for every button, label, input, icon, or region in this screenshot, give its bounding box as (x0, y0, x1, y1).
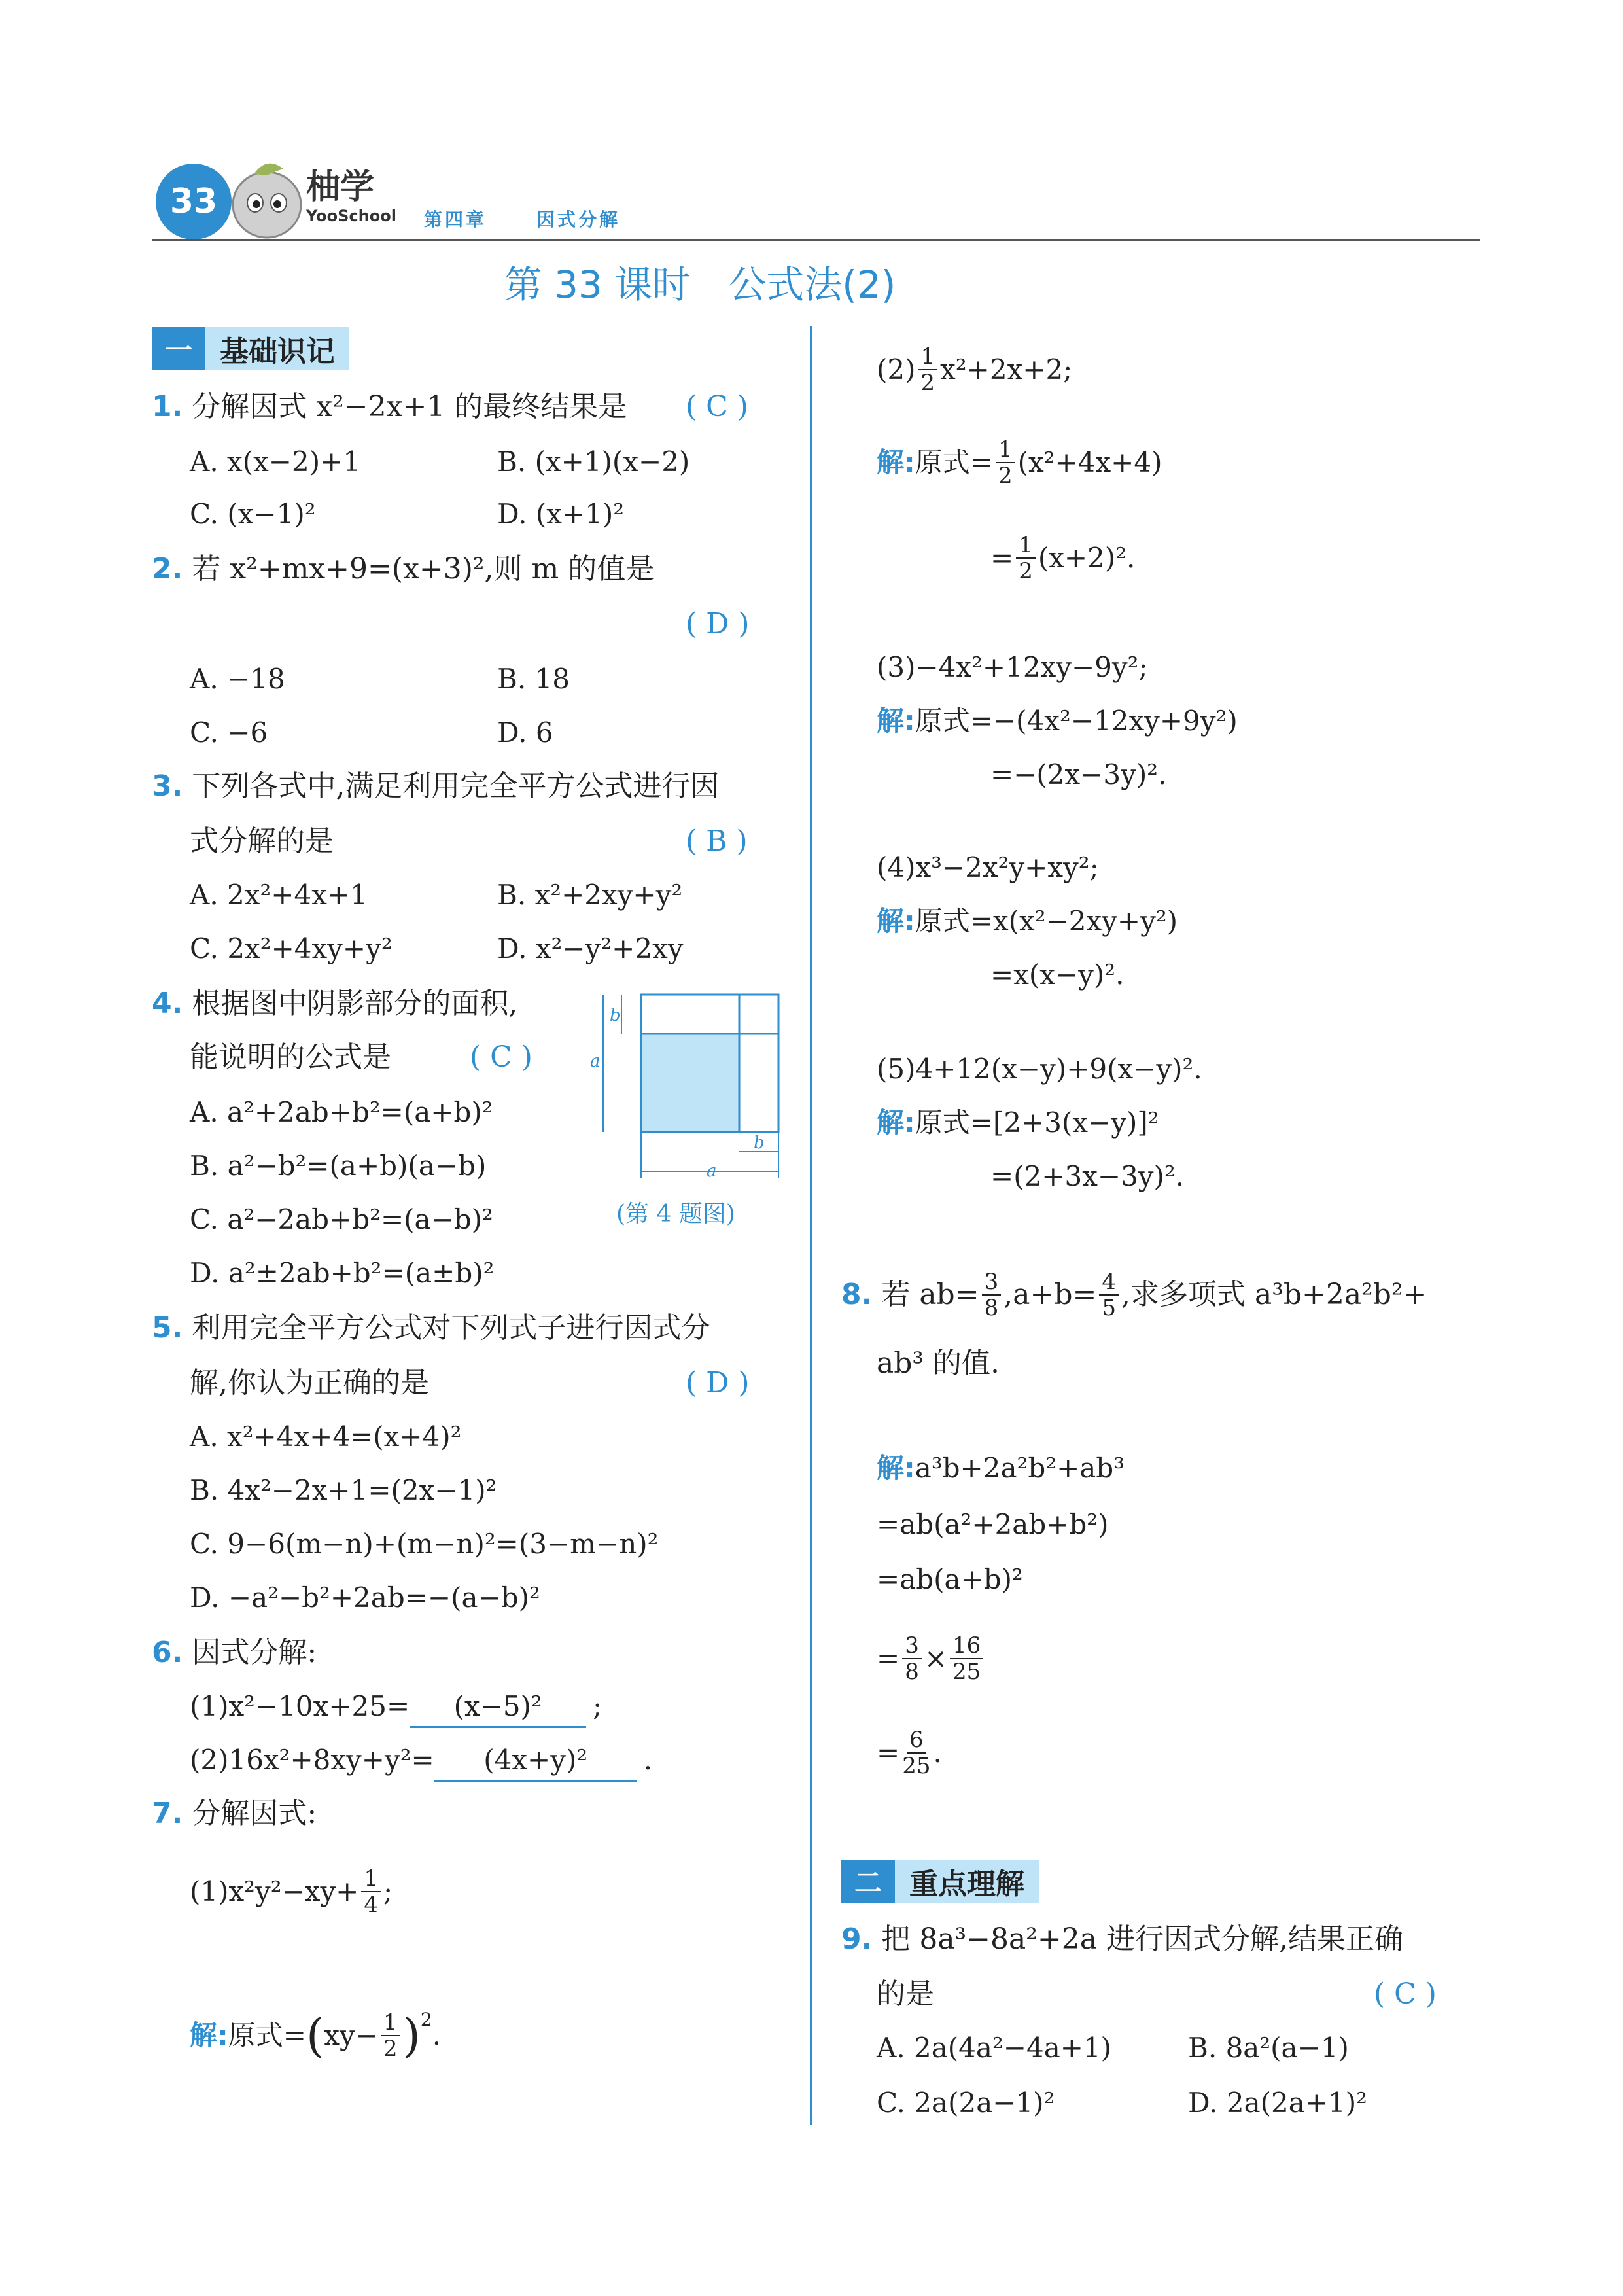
lesson-title: 第 33 课时 公式法(2) (504, 262, 896, 307)
q3-option-a: A. 2x²+4x+1 (190, 879, 368, 911)
section-header-key: 二 重点理解 (841, 1860, 1039, 1903)
answer-3: ( B ) (686, 824, 748, 858)
brand-logo: 柚学 YooSchool (306, 168, 396, 225)
q1-option-b: B. (x+1)(x−2) (497, 446, 690, 478)
q7-part-4-solution-1: 解:原式=x(x²−2xy+y²) (877, 905, 1178, 937)
column-divider (810, 326, 812, 2125)
q1-option-d: D. (x+1)² (497, 498, 625, 530)
q7-part-4-solution-2: =x(x−y)². (990, 959, 1125, 991)
q2-option-c: C. −6 (190, 716, 268, 749)
q4-label-b-bottom: b (754, 1133, 765, 1153)
question-5: 5. 利用完全平方公式对下列式子进行因式分 (152, 1311, 710, 1345)
q8-solution-3: =ab(a+b)² (877, 1563, 1023, 1595)
q4-figure (589, 981, 798, 1191)
q9-option-c: C. 2a(2a−1)² (877, 2087, 1055, 2119)
answer-5: ( D ) (686, 1366, 750, 1400)
mascot-icon (228, 156, 306, 241)
question-7: 7. 分解因式: (152, 1797, 317, 1830)
question-1: 1. 分解因式 x²−2x+1 的最终结果是 (152, 390, 627, 423)
q3-option-d: D. x²−y²+2xy (497, 932, 684, 964)
q3-option-b: B. x²+2xy+y² (497, 879, 683, 911)
q4-option-a: A. a²+2ab+b²=(a+b)² (190, 1096, 493, 1128)
q8-solution-4: = $\frac{3}{8}$ × $\frac{16}{25}$ (877, 1633, 986, 1684)
q8-solution-5: = $\frac{6}{25}$ . (877, 1727, 942, 1779)
q8-solution-2: =ab(a²+2ab+b²) (877, 1508, 1109, 1540)
q6-part-1: (1)x²−10x+25= (x−5)² ; (190, 1687, 602, 1728)
q2-option-b: B. 18 (497, 663, 570, 695)
q6-part-2: (2)16x²+8xy+y²= (4x+y)² . (190, 1740, 652, 1782)
q4-option-c: C. a²−2ab+b²=(a−b)² (190, 1203, 493, 1235)
question-8: 8. 若 ab= $\frac{3}{8}$ ,a+b= $\frac{4}{5}$ ,求多项式 a³b+2a²b²+ (841, 1269, 1427, 1321)
q7-part-3-solution-2: =−(2x−3y)². (990, 758, 1167, 790)
q4-label-a-bottom: a (707, 1161, 717, 1181)
page-header (152, 156, 1480, 247)
q4-option-b: B. a²−b²=(a+b)(a−b) (190, 1150, 487, 1182)
q7-part-4: (4)x³−2x²y+xy²; (877, 851, 1099, 883)
q7-part-2-solution-2: = $\frac{1}{2}$ (x+2)². (990, 532, 1136, 584)
page-number-badge: 33 (156, 164, 232, 239)
q8-solution-1: 解:a³b+2a²b²+ab³ (877, 1452, 1125, 1484)
q5-option-d: D. −a²−b²+2ab=−(a−b)² (190, 1581, 540, 1614)
section-label: 因式分解 (536, 209, 621, 230)
q2-option-d: D. 6 (497, 716, 553, 749)
question-4-cont: 能说明的公式是 (190, 1040, 391, 1074)
q4-label-b-left: b (610, 1006, 621, 1025)
q5-option-b: B. 4x²−2x+1=(2x−1)² (190, 1474, 497, 1506)
question-8-cont: ab³ 的值. (877, 1347, 1000, 1380)
question-9-cont: 的是 (877, 1977, 934, 2011)
q5-option-c: C. 9−6(m−n)+(m−n)²=(3−m−n)² (190, 1528, 659, 1560)
q7-part-2: (2) 1 2 x²+2x+2; (877, 344, 1073, 396)
question-9: 9. 把 8a³−8a²+2a 进行因式分解,结果正确 (841, 1922, 1403, 1956)
q7-part-2-solution-1: 解: 原式= $\frac{1}{2}$ (x²+4x+4) (877, 436, 1162, 489)
q7-part-3-solution-1: 解:原式=−(4x²−12xy+9y²) (877, 705, 1238, 737)
q7-part-3: (3)−4x²+12xy−9y²; (877, 651, 1148, 683)
question-3: 3. 下列各式中,满足利用完全平方公式进行因 (152, 769, 720, 803)
question-6: 6. 因式分解: (152, 1636, 317, 1669)
q5-option-a: A. x²+4x+4=(x+4)² (190, 1421, 462, 1453)
q3-option-c: C. 2x²+4xy+y² (190, 932, 393, 964)
q7-part-5: (5)4+12(x−y)+9(x−y)². (877, 1053, 1202, 1085)
q1-option-a: A. x(x−2)+1 (190, 446, 361, 478)
answer-1: ( C ) (686, 390, 748, 423)
question-2: 2. 若 x²+mx+9=(x+3)²,则 m 的值是 (152, 552, 655, 586)
q9-option-b: B. 8a²(a−1) (1188, 2032, 1349, 2064)
question-5-cont: 解,你认为正确的是 (190, 1366, 429, 1400)
q7-part-5-solution-2: =(2+3x−3y)². (990, 1160, 1185, 1192)
question-3-cont: 式分解的是 (190, 824, 334, 858)
q7-part-1: (1)x²y²−xy+ $\frac{1}{4}$ ; (190, 1865, 393, 1918)
q7-part-5-solution-1: 解:原式=[2+3(x−y)]² (877, 1106, 1159, 1139)
chapter-label: 第四章 (424, 209, 487, 230)
q4-label-a-left: a (590, 1051, 601, 1071)
q4-figure-caption: (第 4 题图) (616, 1201, 735, 1227)
answer-2: ( D ) (686, 607, 750, 641)
q4-option-d: D. a²±2ab+b²=(a±b)² (190, 1257, 495, 1289)
q1-option-c: C. (x−1)² (190, 498, 316, 530)
answer-9: ( C ) (1374, 1977, 1437, 2011)
q9-option-d: D. 2a(2a+1)² (1188, 2087, 1367, 2119)
q7-part-1-solution: 解: 原式= ( xy− $\frac{1}{2}$ ) 2 . (190, 2009, 442, 2062)
answer-4: ( C ) (470, 1040, 532, 1074)
section-header-basic: 一 基础识记 (152, 327, 349, 370)
q9-option-a: A. 2a(4a²−4a+1) (877, 2032, 1112, 2064)
question-4: 4. 根据图中阴影部分的面积, (152, 987, 518, 1020)
q2-option-a: A. −18 (190, 663, 285, 695)
header-rule (152, 239, 1480, 241)
